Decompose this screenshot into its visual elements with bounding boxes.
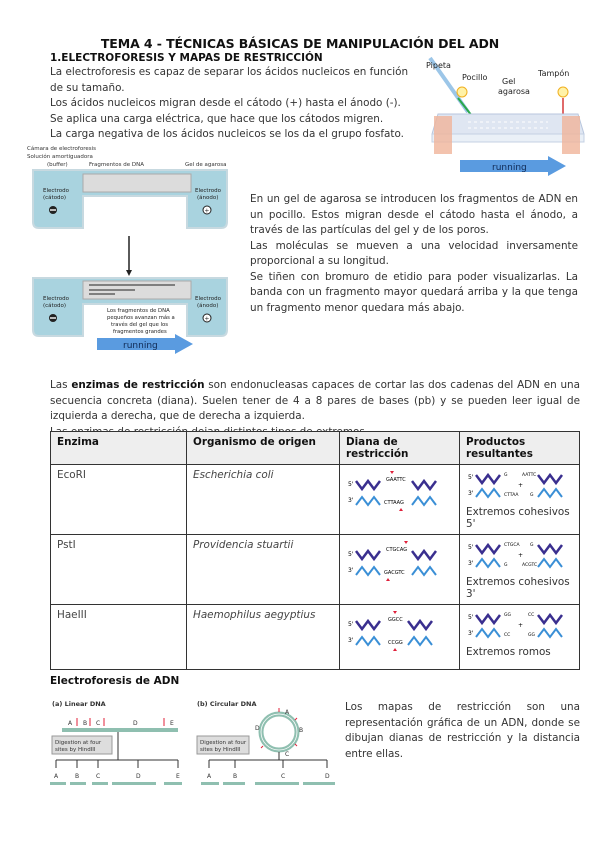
- svg-text:sites by HindIII: sites by HindIII: [200, 747, 241, 753]
- svg-text:+: +: [518, 482, 524, 489]
- intro-line: La carga negativa de los ácidos nucleicos se los da el grupo fosfato.: [50, 128, 404, 140]
- svg-text:GG: GG: [504, 613, 511, 618]
- svg-text:3': 3': [348, 567, 354, 574]
- svg-text:A: A: [207, 773, 212, 780]
- enzymes-term: enzimas de restricción: [71, 379, 205, 391]
- svg-text:CC: CC: [528, 613, 535, 618]
- organism-name: Providencia stuartii: [187, 535, 340, 605]
- products-label: Extremos cohesivos 5': [466, 506, 570, 530]
- dna-products-icon: [466, 609, 570, 641]
- running-label: running: [492, 163, 527, 173]
- svg-text:+: +: [518, 552, 524, 559]
- svg-text:(buffer): (buffer): [47, 162, 68, 168]
- dna-products-icon: [466, 469, 570, 501]
- svg-text:CTTAAG: CTTAAG: [384, 500, 404, 506]
- svg-text:5': 5': [348, 551, 354, 558]
- section-heading-electroforesis-adn: Electroforesis de ADN: [50, 675, 180, 687]
- svg-text:G: G: [530, 543, 534, 548]
- restriction-enzymes-table: [50, 431, 580, 670]
- dna-site-icon: [346, 469, 446, 515]
- svg-text:D: D: [133, 720, 138, 727]
- svg-text:CCGG: CCGG: [388, 640, 403, 646]
- svg-text:3': 3': [348, 637, 354, 644]
- svg-text:ACGTC: ACGTC: [522, 563, 538, 568]
- products-label: Extremos cohesivos 3': [466, 576, 570, 600]
- circular-dna-diagram: [195, 698, 335, 816]
- intro-line: La electroforesis es capaz de separar los ácidos nucleicos en función de su tamaño.: [50, 66, 409, 94]
- svg-text:B: B: [83, 720, 88, 727]
- svg-text:Digestion at four: Digestion at four: [200, 740, 247, 746]
- gel-line: En un gel de agarosa se introducen los fragmentos de ADN en un pocillo. Estos migran desde el cátodo hasta el ánodo, a través de las partículas del gel y de los poros.: [250, 193, 578, 236]
- svg-text:5': 5': [468, 544, 474, 551]
- products-cell: [460, 605, 580, 670]
- svg-text:B: B: [233, 773, 238, 780]
- restriction-site-figure: [340, 605, 460, 670]
- dna-site-icon: [346, 609, 446, 655]
- svg-text:CTGCAG: CTGCAG: [386, 547, 408, 553]
- svg-text:3': 3': [468, 630, 474, 637]
- svg-text:GAATTC: GAATTC: [386, 477, 406, 483]
- label-agarosa: agarosa: [498, 87, 530, 96]
- label-pocillo: Pocillo: [462, 73, 488, 82]
- svg-text:C: C: [96, 773, 101, 780]
- svg-text:CC: CC: [504, 633, 511, 638]
- dna-products-icon: [466, 539, 570, 571]
- svg-text:A: A: [68, 720, 73, 727]
- svg-text:Electrodo: Electrodo: [195, 296, 221, 302]
- products-label: Extremos romos: [466, 646, 551, 658]
- svg-text:running: running: [123, 341, 158, 351]
- organism-name: Haemophilus aegyptius: [187, 605, 340, 670]
- header-productos: Productos resultantes: [460, 432, 580, 465]
- svg-text:3': 3': [348, 497, 354, 504]
- gel-line: Se tiñen con bromuro de etidio para poder visualizarlas. La banda con un fragmento mayor quedará arriba y la que tenga un fragmento menor quedara más abajo.: [250, 270, 578, 314]
- svg-text:pequeños avanzan más a: pequeños avanzan más a: [107, 315, 175, 321]
- table-row: [51, 535, 580, 605]
- restriction-site-figure: [340, 535, 460, 605]
- svg-text:+: +: [518, 622, 524, 629]
- svg-text:C: C: [281, 773, 286, 780]
- gel-paragraph: [250, 192, 578, 316]
- restriction-site-figure: [340, 465, 460, 535]
- svg-text:sites by HindIII: sites by HindIII: [55, 747, 96, 753]
- svg-text:fragmentos grandes: fragmentos grandes: [113, 329, 167, 335]
- svg-text:AATTC: AATTC: [522, 473, 537, 478]
- enzyme-name: HaeIII: [51, 605, 187, 670]
- svg-text:E: E: [170, 720, 174, 727]
- svg-text:través del gel que los: través del gel que los: [111, 322, 169, 328]
- svg-text:3': 3': [468, 490, 474, 497]
- linear-dna-figure: [50, 698, 190, 816]
- svg-text:A: A: [54, 773, 59, 780]
- svg-text:5': 5': [348, 621, 354, 628]
- svg-text:Electrodo: Electrodo: [43, 188, 69, 194]
- header-enzima: Enzima: [51, 432, 187, 465]
- svg-text:(cátodo): (cátodo): [43, 303, 67, 309]
- svg-text:CTGCA: CTGCA: [504, 543, 520, 548]
- intro-paragraph: [50, 65, 415, 143]
- chamber-illustration: [25, 142, 240, 357]
- svg-text:G: G: [504, 563, 508, 568]
- svg-text:GACGTC: GACGTC: [384, 570, 405, 576]
- svg-text:(b) Circular DNA: (b) Circular DNA: [197, 700, 257, 708]
- svg-text:(ánodo): (ánodo): [197, 303, 219, 309]
- svg-text:G: G: [530, 493, 534, 498]
- gel-apparatus-figure: [418, 52, 588, 180]
- header-diana: Diana de restricción: [340, 432, 460, 465]
- svg-text:D: D: [325, 773, 330, 780]
- svg-text:E: E: [176, 773, 180, 780]
- svg-text:(ánodo): (ánodo): [197, 195, 219, 201]
- intro-line: Los ácidos nucleicos migran desde el cátodo (+) hasta el ánodo (-).: [50, 97, 401, 109]
- svg-text:C: C: [96, 720, 101, 727]
- electrophoresis-chamber-figure: [25, 142, 240, 357]
- products-cell: [460, 535, 580, 605]
- svg-text:GGCC: GGCC: [388, 617, 403, 623]
- svg-text:3': 3': [468, 560, 474, 567]
- svg-text:Solución amortiguadora: Solución amortiguadora: [27, 154, 93, 160]
- svg-text:GG: GG: [528, 633, 535, 638]
- label-gel: Gel: [502, 77, 516, 86]
- svg-text:C: C: [285, 751, 290, 758]
- enzyme-name: EcoRI: [51, 465, 187, 535]
- maps-paragraph: Los mapas de restricción son una representación gráfica de un ADN, donde se dibujan dianas de restricción y la distancia entre ellas.: [345, 701, 580, 760]
- svg-text:Electrodo: Electrodo: [195, 188, 221, 194]
- section-heading-electroforesis: 1.ELECTROFORESIS Y MAPAS DE RESTRICCIÓN: [50, 52, 323, 64]
- svg-text:(cátodo): (cátodo): [43, 195, 67, 201]
- organism-name: Escherichia coli: [187, 465, 340, 535]
- svg-text:G: G: [504, 473, 508, 478]
- label-pipeta: Pipeta: [426, 61, 451, 70]
- svg-text:5': 5': [348, 481, 354, 488]
- table-row: [51, 465, 580, 535]
- enzyme-name: PstI: [51, 535, 187, 605]
- svg-text:Gel de agarosa: Gel de agarosa: [185, 162, 227, 168]
- svg-text:B: B: [299, 727, 304, 734]
- svg-text:+: +: [204, 207, 210, 215]
- products-cell: [460, 465, 580, 535]
- svg-text:Digestion at four: Digestion at four: [55, 740, 102, 746]
- svg-text:(a) Linear DNA: (a) Linear DNA: [52, 700, 106, 708]
- svg-text:5': 5': [468, 614, 474, 621]
- gel-apparatus-illustration: [418, 52, 588, 180]
- svg-text:D: D: [255, 725, 260, 732]
- svg-text:+: +: [204, 315, 210, 323]
- dna-site-icon: [346, 539, 446, 585]
- svg-text:Cámara de electroforesis: Cámara de electroforesis: [27, 146, 97, 152]
- intro-line: Se aplica una carga eléctrica, que hace que los cátodos migren.: [50, 112, 384, 125]
- circular-dna-figure: [195, 698, 335, 816]
- enzymes-paragraph: Las enzimas de restricción son endonucleasas capaces de cortar las dos cadenas del ADN en una secuencia concreta (diana). Suelen tener de 4 a 8 pares de bases (pb) y se pueden leer igual de izquierda a derecha, que de derecha a izquierda.: [50, 378, 580, 440]
- table-header-row: [51, 432, 580, 465]
- page-title: TEMA 4 - TÉCNICAS BÁSICAS DE MANIPULACIÓN DEL ADN: [100, 36, 500, 51]
- svg-text:Electrodo: Electrodo: [43, 296, 69, 302]
- svg-text:Fragmentos de DNA: Fragmentos de DNA: [89, 162, 144, 168]
- linear-dna-diagram: [50, 698, 190, 816]
- table-row: [51, 605, 580, 670]
- svg-text:D: D: [136, 773, 141, 780]
- header-organismo: Organismo de origen: [187, 432, 340, 465]
- svg-text:A: A: [285, 709, 290, 716]
- svg-text:B: B: [75, 773, 80, 780]
- label-tampon: Tampón: [538, 69, 570, 78]
- svg-text:CTTAA: CTTAA: [504, 493, 519, 498]
- svg-text:5': 5': [468, 474, 474, 481]
- gel-line: Las moléculas se mueven a una velocidad inversamente proporcional a su longitud.: [250, 239, 578, 267]
- svg-text:Los fragmentos de DNA: Los fragmentos de DNA: [107, 308, 170, 314]
